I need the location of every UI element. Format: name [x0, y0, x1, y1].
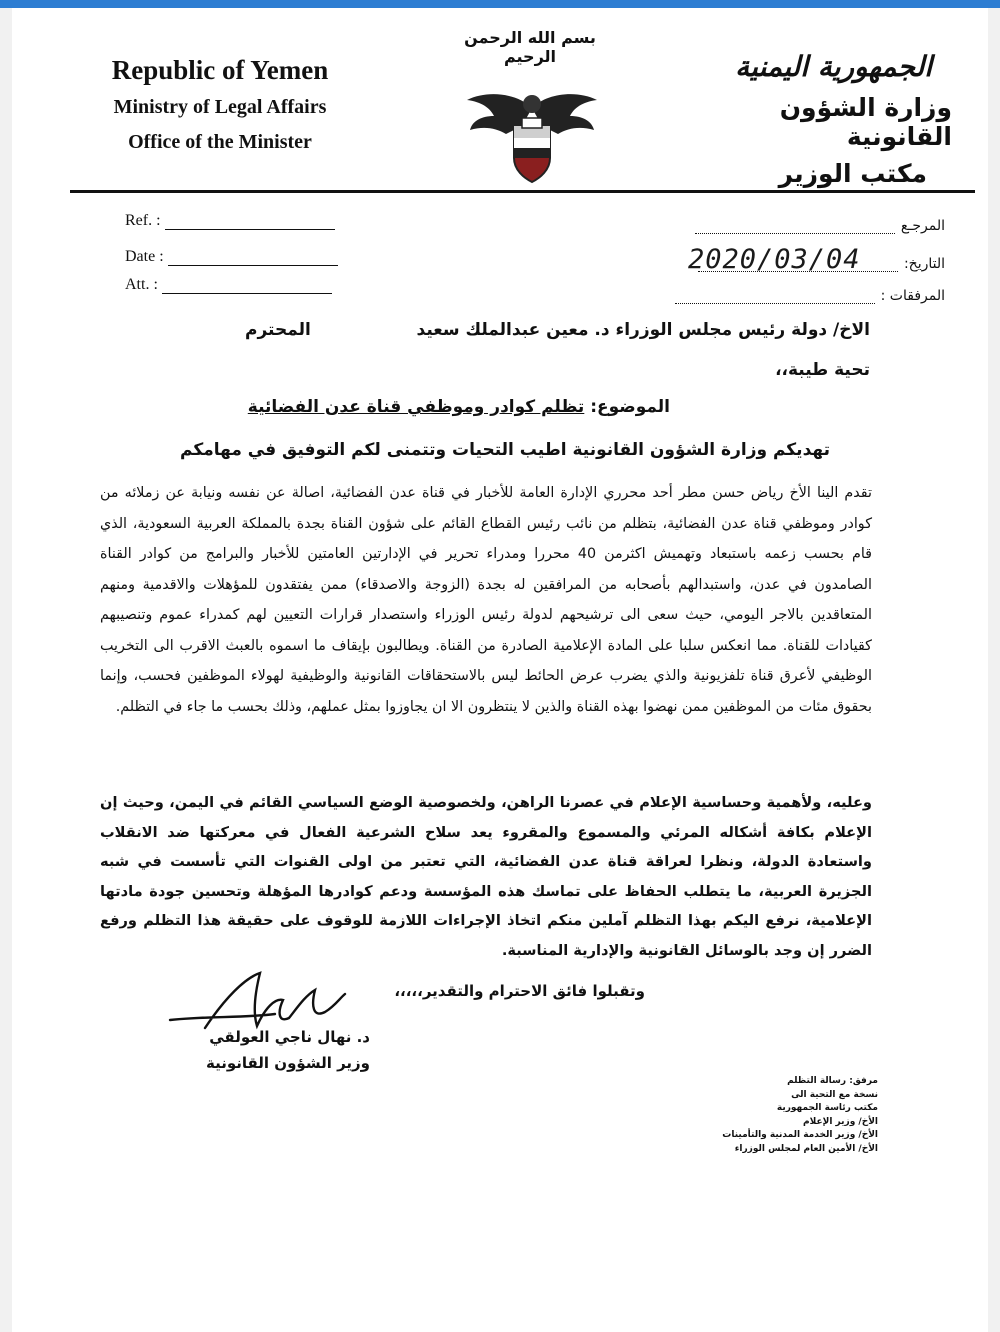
copy-recipient: الأخ/ الأمين العام لمجلس الوزراء: [734, 1143, 878, 1154]
att-line-ar: [675, 303, 875, 304]
att-field-en: [125, 276, 332, 294]
closing-line: وتقبلوا فائق الاحترام والتقدير،،،،،: [394, 982, 645, 1000]
ref-label-ar: المرجـع: [900, 218, 945, 234]
copy-recipient: مكتب رئاسة الجمهورية: [776, 1103, 878, 1113]
ref-field-ar: [695, 218, 945, 234]
addressee: الاخ/ دولة رئيس مجلس الوزراء د. معين عبدالملك سعيد: [416, 320, 870, 340]
ref-field-en: [125, 212, 335, 230]
yemen-emblem-icon: [462, 78, 602, 188]
top-accent-strip: [0, 0, 1000, 8]
greeting: تحية طيبة،،: [775, 360, 870, 380]
ref-label-en: Ref. :: [125, 212, 161, 229]
subject-label: الموضوع:: [590, 397, 670, 417]
english-letterhead: [95, 55, 345, 154]
copies-header: نسخة مع التحية الى: [791, 1089, 878, 1100]
header-divider: [70, 190, 975, 193]
copy-recipient: الأخ/ وزير الإعلام: [803, 1116, 878, 1127]
date-line: [168, 265, 338, 266]
signatory-title: وزير الشؤون القانونية: [205, 1054, 370, 1072]
body-paragraph-1: تقدم الينا الأخ رياض حسن مطر أحد محرري الإدارة العامة للأخبار في قناة عدن الفضائية، اصالة عن نفسه ونيابة عن زملائه من كوادر وموظفي قناة عدن الفضائية، بتظلم من نائب رئيس القطاع القائم على شؤون القناة بجدة بالمملكة العربية السعودية، الذي قام بحسب زعمه باستبعاد وتهميش اكثرمن 40 محررا ومدراء تحرير في الإدارتين العامتين للأخبار والبرامج من كوادر القناة الصامدون في عدن، واستبدالهم بأصحابه من المرافقين له بجدة (الزوجة والاصدقاء) ممن يفتقدون للمؤهلات والاقدمية ومنهم المتعاقدين بالاجر اليومي، حيث سعى الى ترشيحهم لدولة رئيس الوزراء واستصدار قرارات التعيين لهم كمدراء عموم وتنصيبهم كقيادات للقناة. مما انعكس سلبا على المادة الإعلامية الصادرة من القناة. ويطالبون بإيقاف ما اسموه بالعبث الاقرب الى التخريب الوظيفي لأعرق قناة تلفزيونية والذي يضرب عرض الحائط ليس بالاستحقاقات القانونية والوظيفية لهولاء الموظفين فحسب، وإنما بحقوق مئات من الموظفين ممن نهضوا بهذه القناة والذين لا ينتظرون الا ان يجاوزوا بمثل عملهم، وذلك بحسب ما جاء في التظلم.: [100, 485, 873, 715]
republic-name-en: Republic of Yemen: [111, 55, 329, 85]
att-label-ar: المرفقات :: [880, 288, 945, 304]
att-label-en: Att. :: [125, 276, 158, 293]
ref-line: [165, 229, 335, 230]
attachment-note: مرفق: رسالة التظلم: [787, 1076, 878, 1086]
opening-wishes: تهديكم وزارة الشؤون القانونية اطيب التحيات وتتمنى لكم التوفيق في مهامكم: [180, 440, 830, 460]
copy-recipient: الأخ/ وزير الخدمة المدنية والتأمينات: [722, 1130, 878, 1140]
att-line: [162, 293, 332, 294]
date-label-en: Date :: [125, 248, 164, 265]
date-label-ar: التاريخ:: [903, 256, 945, 272]
date-field-en: [125, 248, 338, 266]
body-paragraph-2: وعليه، ولأهمية وحساسية الإعلام في عصرنا الراهن، ولخصوصية الوضع السياسي القائم في اليمن، وحيث إن الإعلام بكافة أشكاله المرئي والمسموع والمقروء يعد سلاح الشرعية الفعال في معركتها ضد الانقلاب واستعادة الدولة، ونظرا لعراقة قناة عدن الفضائية، التي تعتبر من اولى القنوات التي تأسست في شبه الجزيرة العربية، ما يتطلب الحفاظ على تماسك هذه المؤسسة ودعم كوادرها المؤهلة وتحسين جودة مادتها الإعلامية، نرفع اليكم بهذا التظلم آملين منكم اتخاذ الإجراءات اللازمة للوقوف على حقيقة هذا التظلم ورفع الضرر إن وجد بالوسائل القانونية والإدارية المناسبة.: [100, 794, 872, 959]
subject-line: [248, 397, 670, 417]
subject-text: تظلم كوادر وموظفي قناة عدن الفضائية: [247, 397, 585, 417]
ministry-name-en: Ministry of Legal Affairs: [113, 96, 327, 118]
signatory-name: د. نهال ناجي العولقي: [209, 1028, 370, 1046]
republic-name-ar: الجمهورية اليمنية: [735, 50, 932, 83]
basmala: بسم الله الرحمن الرحيم: [464, 28, 596, 66]
copies-list: [678, 1075, 878, 1156]
ref-line-ar: [695, 233, 895, 234]
page-edge-right: [988, 8, 1000, 1332]
honorific: المحترم: [245, 320, 311, 340]
page-edge-left: [0, 8, 12, 1332]
att-field-ar: [675, 288, 945, 304]
handwritten-date: 2020/03/04: [688, 244, 861, 275]
ministry-name-ar: وزارة الشؤون القانونية: [779, 93, 952, 151]
office-name-ar: مكتب الوزير: [778, 159, 927, 188]
arabic-letterhead: [672, 50, 952, 188]
office-name-en: Office of the Minister: [128, 131, 312, 153]
